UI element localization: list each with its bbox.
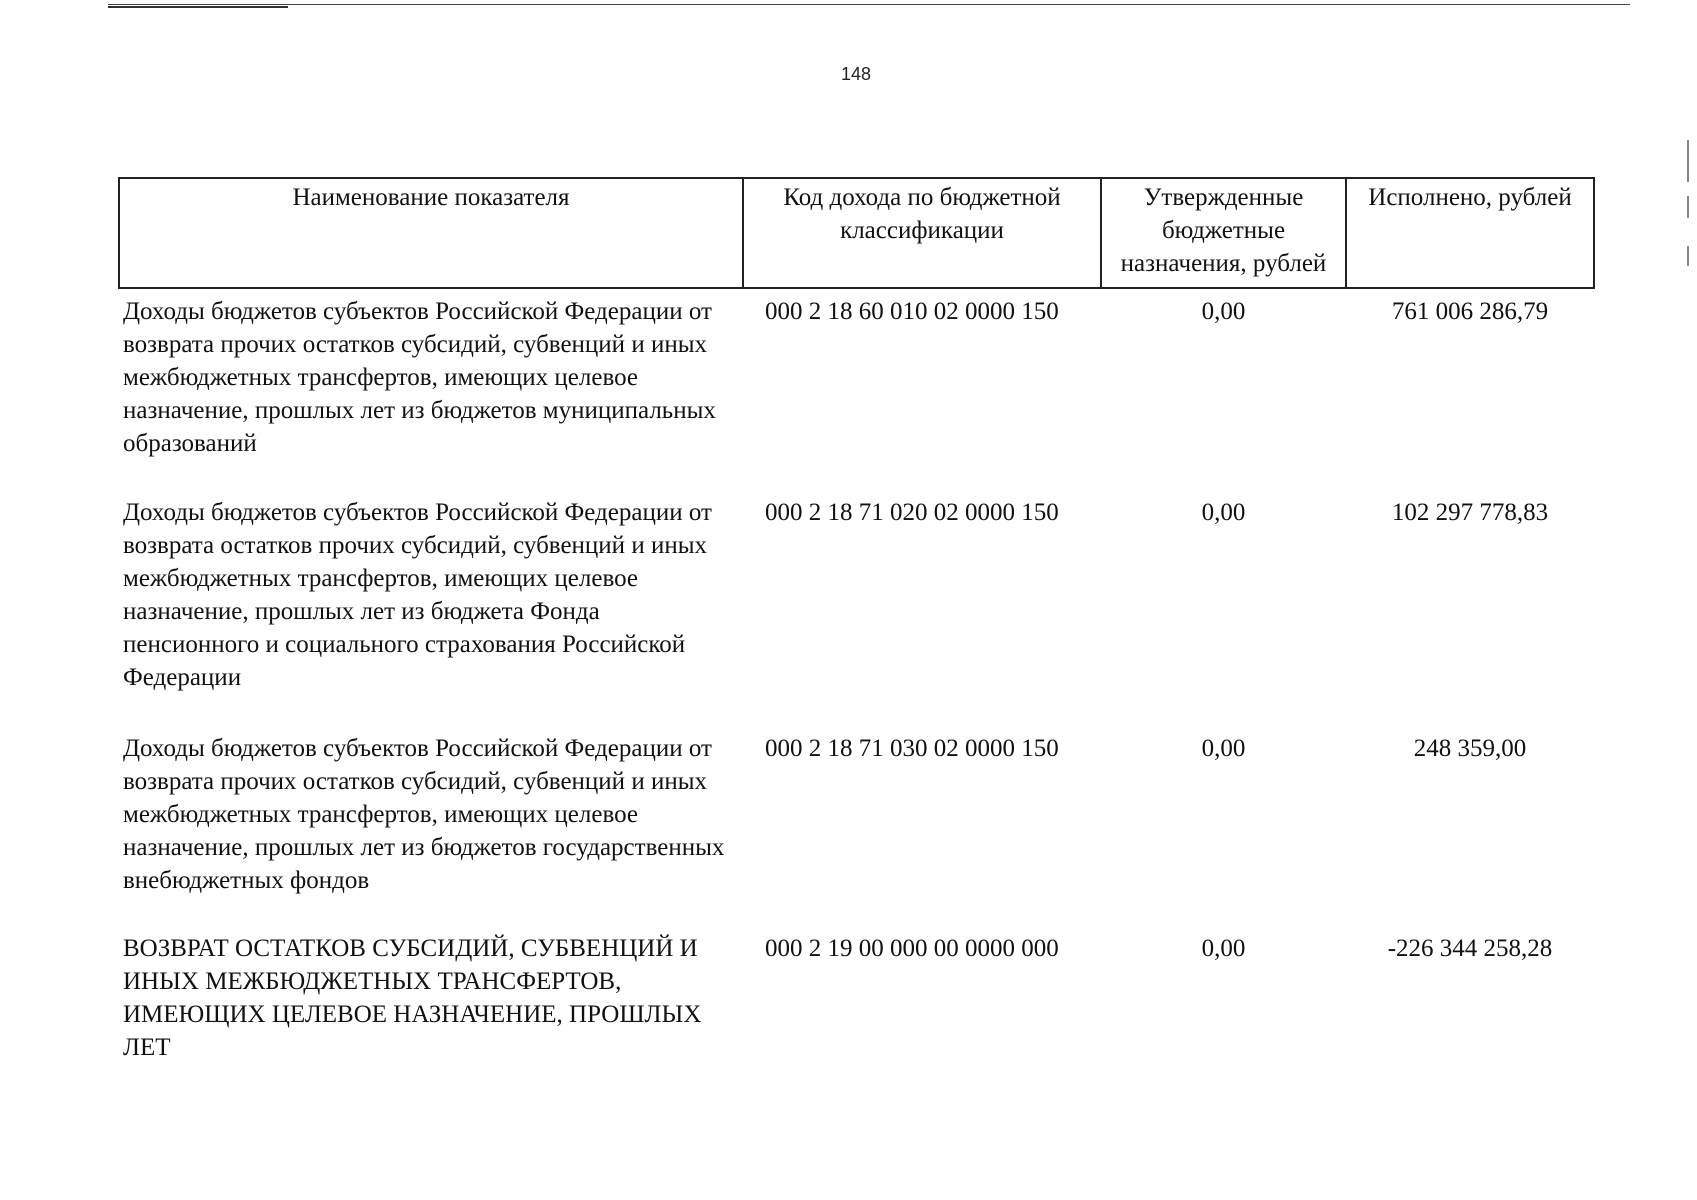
revenue-code-cell: 000 2 18 71 030 02 0000 150 [765, 735, 1059, 762]
scan-mark [1687, 196, 1689, 218]
executed-amount-cell: -226 344 258,28 [1387, 935, 1553, 962]
revenue-table [118, 177, 1595, 1064]
indicator-name-cell: Доходы бюджетов субъектов Российской Федерации от возврата прочих остатков субсидий, субвенций и иных межбюджетных трансфертов, имеющих целевое назначение, прошлых лет из бюджетов муниципальных образований [123, 298, 716, 457]
table-row [119, 288, 1594, 496]
table-header-row [119, 178, 1594, 288]
scan-mark [1687, 246, 1689, 266]
revenue-code-cell: 000 2 18 71 020 02 0000 150 [765, 499, 1059, 526]
top-rule-thick [108, 6, 288, 8]
revenue-table-container [118, 177, 1593, 1064]
header-indicator-name: Наименование показателя [119, 178, 743, 288]
indicator-name-cell: Доходы бюджетов субъектов Российской Федерации от возврата остатков прочих субсидий, субвенций и иных межбюджетных трансфертов, имеющих целевое назначение, прошлых лет из бюджета Фонда пенсионного и социального страхования Российской Федерации [123, 499, 712, 691]
scan-mark [1687, 140, 1689, 182]
revenue-code-cell: 000 2 18 60 010 02 0000 150 [765, 298, 1059, 325]
revenue-code-cell: 000 2 19 00 000 00 0000 000 [765, 935, 1059, 962]
top-rule [108, 4, 1630, 5]
table-row [119, 732, 1594, 932]
header-approved-amount: Утвержденные бюджетные назначения, рублей [1101, 178, 1346, 288]
approved-amount-cell: 0,00 [1201, 298, 1246, 325]
header-executed-amount: Исполнено, рублей [1346, 178, 1594, 288]
executed-amount-cell: 248 359,00 [1413, 735, 1527, 762]
page-number: 148 [840, 64, 872, 84]
indicator-name-cell: Доходы бюджетов субъектов Российской Федерации от возврата прочих остатков субсидий, субвенций и иных межбюджетных трансфертов, имеющих целевое назначение, прошлых лет из бюджетов государственных внебюджетных фондов [123, 735, 725, 894]
header-revenue-code: Код дохода по бюджетной классификации [743, 178, 1101, 288]
approved-amount-cell: 0,00 [1201, 499, 1246, 526]
indicator-name-cell: ВОЗВРАТ ОСТАТКОВ СУБСИДИЙ, СУБВЕНЦИЙ И ИНЫХ МЕЖБЮДЖЕТНЫХ ТРАНСФЕРТОВ, ИМЕЮЩИХ ЦЕЛЕВОЕ НАЗНАЧЕНИЕ, ПРОШЛЫХ ЛЕТ [123, 935, 702, 1061]
approved-amount-cell: 0,00 [1201, 735, 1246, 762]
table-row [119, 932, 1594, 1064]
table-row [119, 496, 1594, 732]
executed-amount-cell: 102 297 778,83 [1391, 499, 1549, 526]
executed-amount-cell: 761 006 286,79 [1391, 298, 1549, 325]
approved-amount-cell: 0,00 [1201, 935, 1246, 962]
